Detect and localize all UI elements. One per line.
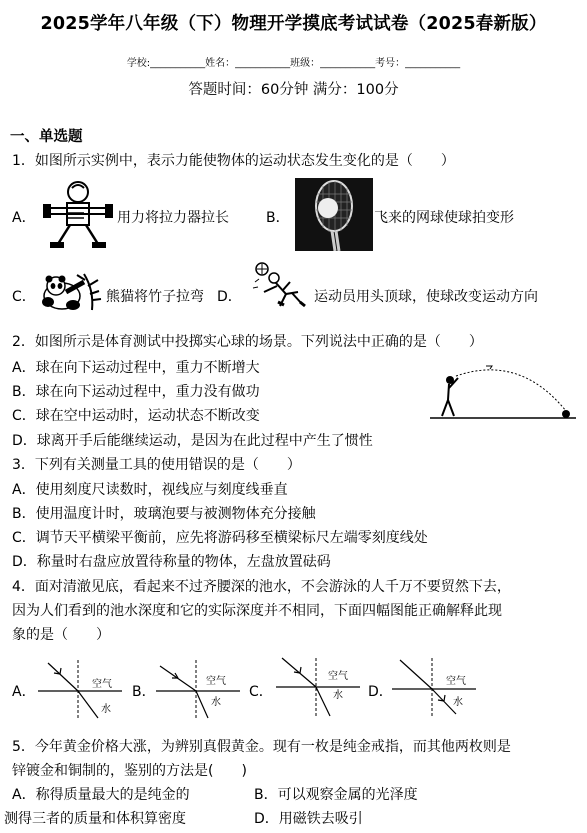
q3-option-d: D．称量时右盘应放置待称量的物体，左盘放置砝码 xyxy=(12,554,331,570)
q5-stem-line2: 锌镀金和铜制的，鉴别的方法是( ) xyxy=(12,763,247,779)
tennis-racket-figure xyxy=(295,178,373,251)
q5-option-a: A．称得质量最大的是纯金的 xyxy=(12,787,190,803)
q1-option-d-text: 运动员用头顶球，使球改变运动方向 xyxy=(314,289,538,305)
student-info-line: 学校:___________姓名：___________班级：___________考号：___________ xyxy=(126,58,461,69)
q3-stem: 3．下列有关测量工具的使用错误的是（ ） xyxy=(12,457,301,473)
q4-a-water-label: 水 xyxy=(101,704,111,715)
q2-option-a: A．球在向下运动过程中，重力不断增大 xyxy=(12,360,260,376)
section-heading: 一、单选题 xyxy=(10,129,83,145)
q5-stem-line1: 5．今年黄金价格大涨，为辨别真假黄金。现有一枚是纯金戒指，而其他两枚则是 xyxy=(12,739,511,755)
q4-b-air-label: 空气 xyxy=(206,676,226,687)
q1-option-a-text: 用力将拉力器拉长 xyxy=(117,210,229,226)
q4-c-water-label: 水 xyxy=(333,690,343,701)
header-ball-figure xyxy=(250,262,308,310)
refraction-diagram-b xyxy=(156,658,240,720)
q2-option-b: B．球在向下运动过程中，重力没有做功 xyxy=(12,384,260,400)
q1-option-d-label: D． xyxy=(217,289,242,305)
q4-b-water-label: 水 xyxy=(211,697,221,708)
q4-d-air-label: 空气 xyxy=(446,676,466,687)
q2-stem: 2．如图所示是体育测试中投掷实心球的场景。下列说法中正确的是（ ） xyxy=(12,334,483,350)
q1-option-c-label: C． xyxy=(12,289,36,305)
expander-figure xyxy=(38,178,118,250)
q4-stem-line3: 象的是（ ） xyxy=(12,627,110,643)
q5-option-b: B．可以观察金属的光泽度 xyxy=(254,787,418,803)
q2-option-c: C．球在空中运动时，运动状态不断改变 xyxy=(12,408,260,424)
exam-title: 2025学年八年级（下）物理开学摸底考试试卷（2025春新版） xyxy=(40,14,547,34)
q4-c-air-label: 空气 xyxy=(328,671,348,682)
q4-a-air-label: 空气 xyxy=(92,679,112,690)
q2-option-d: D．球离开手后能继续运动，是因为在此过程中产生了惯性 xyxy=(12,433,373,449)
exam-time-line: 答题时间：60分钟 满分：100分 xyxy=(188,82,399,98)
refraction-diagram-d xyxy=(392,656,476,718)
q4-stem-line1: 4．面对清澈见底，看起来不过齐腰深的池水，不会游泳的人千万不要贸然下去， xyxy=(12,579,511,595)
refraction-diagram-c xyxy=(276,656,360,718)
q5-option-d: D．用磁铁去吸引 xyxy=(254,811,363,827)
q4-option-a-label: A． xyxy=(12,684,36,700)
q1-option-c-text: 熊猫将竹子拉弯 xyxy=(106,289,204,305)
q1-option-a-label: A． xyxy=(12,210,36,226)
q1-option-b-text: 飞来的网球使球拍变形 xyxy=(374,210,514,226)
shot-put-figure xyxy=(430,358,576,420)
q4-option-d-label: D． xyxy=(368,684,393,700)
q4-option-c-label: C． xyxy=(249,684,273,700)
q3-option-c: C．调节天平横梁平衡前，应先将游码移至横梁标尺左端零刻度线处 xyxy=(12,530,428,546)
q3-option-a: A．使用刻度尺读数时，视线应与刻度线垂直 xyxy=(12,482,288,498)
q1-stem: 1．如图所示实例中，表示力能使物体的运动状态发生变化的是（ ） xyxy=(12,153,455,169)
q1-option-b-label: B． xyxy=(266,210,290,226)
q4-d-water-label: 水 xyxy=(453,697,463,708)
q5-option-c: 测得三者的质量和体积算密度 xyxy=(4,811,186,827)
q3-option-b: B．使用温度计时，玻璃泡要与被测物体充分接触 xyxy=(12,506,316,522)
panda-bamboo-figure xyxy=(38,272,104,312)
q4-stem-line2: 因为人们看到的池水深度和它的实际深度并不相同，下面四幅图能正确解释此现 xyxy=(12,603,502,619)
q4-option-b-label: B． xyxy=(132,684,156,700)
